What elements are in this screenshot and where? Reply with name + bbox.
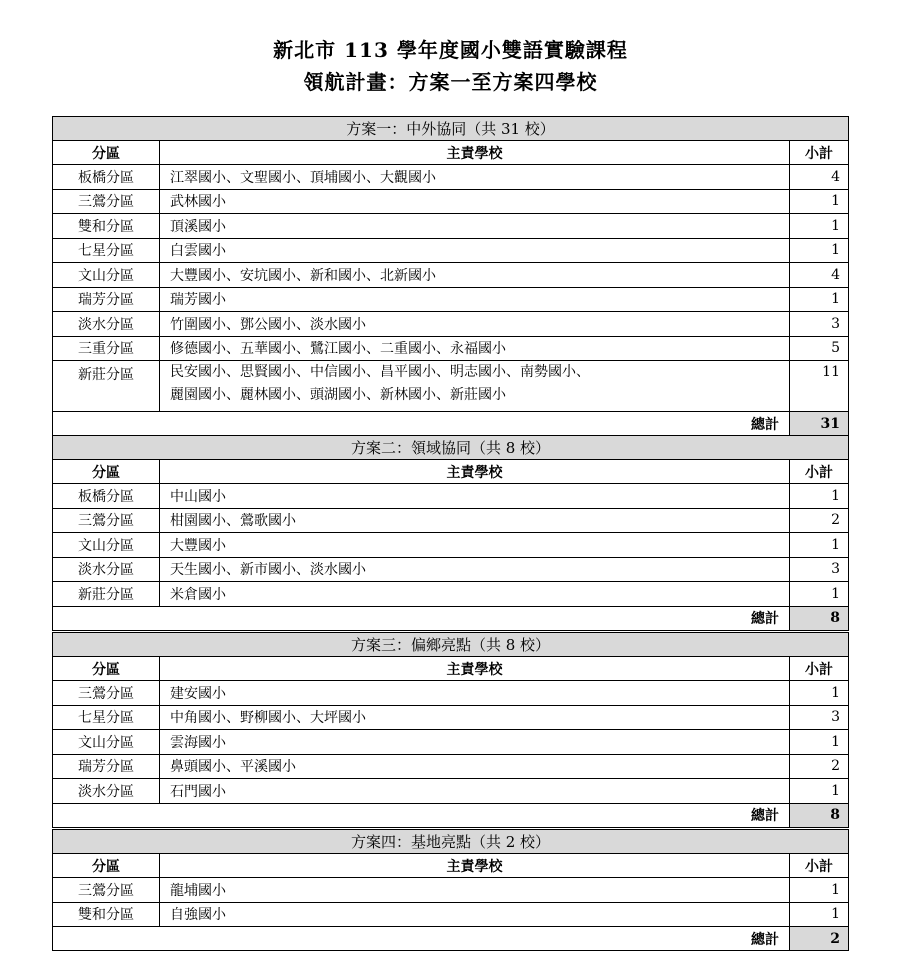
count-cell: 11 [790,361,849,412]
count-cell: 4 [790,165,849,190]
table-row [53,730,849,755]
col-header-district: 分區 [53,657,160,681]
schools-cell: 自強國小 [160,902,790,927]
total-row [53,412,849,436]
total-label: 總計 [53,927,790,951]
schools-cell: 柑園國小、鶯歌國小 [160,508,790,533]
col-header-subtotal: 小計 [790,460,849,484]
total-label: 總計 [53,803,790,827]
col-header-school: 主責學校 [160,854,790,878]
district-cell: 三重分區 [53,336,160,361]
count-cell: 1 [790,681,849,706]
plan-2-section [52,435,848,631]
district-cell: 瑞芳分區 [53,287,160,312]
schools-cell: 竹圍國小、鄧公國小、淡水國小 [160,312,790,337]
count-cell: 3 [790,705,849,730]
count-cell: 3 [790,557,849,582]
col-header-school: 主責學校 [160,141,790,165]
col-header-subtotal: 小計 [790,854,849,878]
plan-1-table [52,116,849,436]
schools-cell: 修德國小、五華國小、鷺江國小、二重國小、永福國小 [160,336,790,361]
table-row [53,263,849,288]
district-cell: 文山分區 [53,263,160,288]
plan-3-section [52,632,848,828]
district-cell: 七星分區 [53,705,160,730]
table-row [53,582,849,607]
count-cell: 1 [790,779,849,804]
schools-cell: 石門國小 [160,779,790,804]
schools-cell: 大豐國小、安坑國小、新和國小、北新國小 [160,263,790,288]
district-cell: 新莊分區 [53,582,160,607]
schools-cell: 江翠國小、文聖國小、頂埔國小、大觀國小 [160,165,790,190]
plan-4-table [52,829,849,951]
district-cell: 淡水分區 [53,557,160,582]
count-cell: 4 [790,263,849,288]
plan-header: 方案二：領域協同（共 8 校） [53,436,849,460]
table-row [53,214,849,239]
district-cell: 三鶯分區 [53,189,160,214]
district-cell: 淡水分區 [53,312,160,337]
count-cell: 1 [790,287,849,312]
district-cell: 三鶯分區 [53,878,160,903]
schools-cell: 大豐國小 [160,533,790,558]
col-header-district: 分區 [53,141,160,165]
schools-cell: 建安國小 [160,681,790,706]
district-cell: 文山分區 [53,533,160,558]
count-cell: 1 [790,214,849,239]
count-cell: 1 [790,878,849,903]
schools-line-1: 民安國小、思賢國小、中信國小、昌平國小、明志國小、南勢國小、 [170,364,590,380]
schools-cell: 頂溪國小 [160,214,790,239]
plan-4-section [52,829,848,951]
count-cell: 1 [790,238,849,263]
count-cell: 1 [790,484,849,509]
table-row [53,557,849,582]
schools-cell: 中山國小 [160,484,790,509]
document-title: 新北市 113 學年度國小雙語實驗課程 [273,38,628,62]
count-cell: 2 [790,754,849,779]
table-row [53,681,849,706]
district-cell: 文山分區 [53,730,160,755]
table-row [53,189,849,214]
district-cell: 板橋分區 [53,484,160,509]
count-cell: 2 [790,508,849,533]
schools-cell: 瑞芳國小 [160,287,790,312]
table-row [53,484,849,509]
col-header-subtotal: 小計 [790,141,849,165]
schools-cell: 米倉國小 [160,582,790,607]
plan-2-table [52,435,849,631]
district-cell: 雙和分區 [53,214,160,239]
district-cell: 板橋分區 [53,165,160,190]
table-row [53,533,849,558]
col-header-district: 分區 [53,460,160,484]
table-row [53,312,849,337]
total-value: 31 [790,412,849,436]
count-cell: 1 [790,730,849,755]
district-cell: 三鶯分區 [53,508,160,533]
table-row [53,508,849,533]
plan-header: 方案一：中外協同（共 31 校） [53,117,849,141]
table-row [53,779,849,804]
district-cell: 新莊分區 [53,361,160,412]
schools-cell [160,361,790,412]
table-row [53,754,849,779]
total-row [53,803,849,827]
total-row [53,927,849,951]
total-value: 8 [790,803,849,827]
plan-3-table [52,632,849,828]
col-header-school: 主責學校 [160,657,790,681]
table-row [53,705,849,730]
col-header-subtotal: 小計 [790,657,849,681]
schools-cell: 武林國小 [160,189,790,214]
table-row [53,878,849,903]
table-row [53,287,849,312]
district-cell: 七星分區 [53,238,160,263]
table-row [53,361,849,412]
table-row [53,336,849,361]
plan-header: 方案三：偏鄉亮點（共 8 校） [53,633,849,657]
schools-cell: 龍埔國小 [160,878,790,903]
schools-cell: 雲海國小 [160,730,790,755]
count-cell: 5 [790,336,849,361]
total-value: 8 [790,606,849,630]
count-cell: 1 [790,582,849,607]
plan-header: 方案四：基地亮點（共 2 校） [53,830,849,854]
schools-cell: 白雲國小 [160,238,790,263]
schools-line-2: 麗園國小、麗林國小、頭湖國小、新林國小、新莊國小 [170,387,506,403]
count-cell: 1 [790,189,849,214]
schools-cell: 天生國小、新市國小、淡水國小 [160,557,790,582]
table-row [53,902,849,927]
table-row [53,165,849,190]
district-cell: 淡水分區 [53,779,160,804]
count-cell: 1 [790,902,849,927]
district-cell: 三鶯分區 [53,681,160,706]
district-cell: 雙和分區 [53,902,160,927]
count-cell: 3 [790,312,849,337]
total-row [53,606,849,630]
document-subtitle: 領航計畫：方案一至方案四學校 [303,70,598,94]
count-cell: 1 [790,533,849,558]
plan-1-section [52,116,848,436]
total-label: 總計 [53,606,790,630]
schools-cell: 鼻頭國小、平溪國小 [160,754,790,779]
total-value: 2 [790,927,849,951]
total-label: 總計 [53,412,790,436]
col-header-school: 主責學校 [160,460,790,484]
col-header-district: 分區 [53,854,160,878]
schools-cell: 中角國小、野柳國小、大坪國小 [160,705,790,730]
district-cell: 瑞芳分區 [53,754,160,779]
table-row [53,238,849,263]
